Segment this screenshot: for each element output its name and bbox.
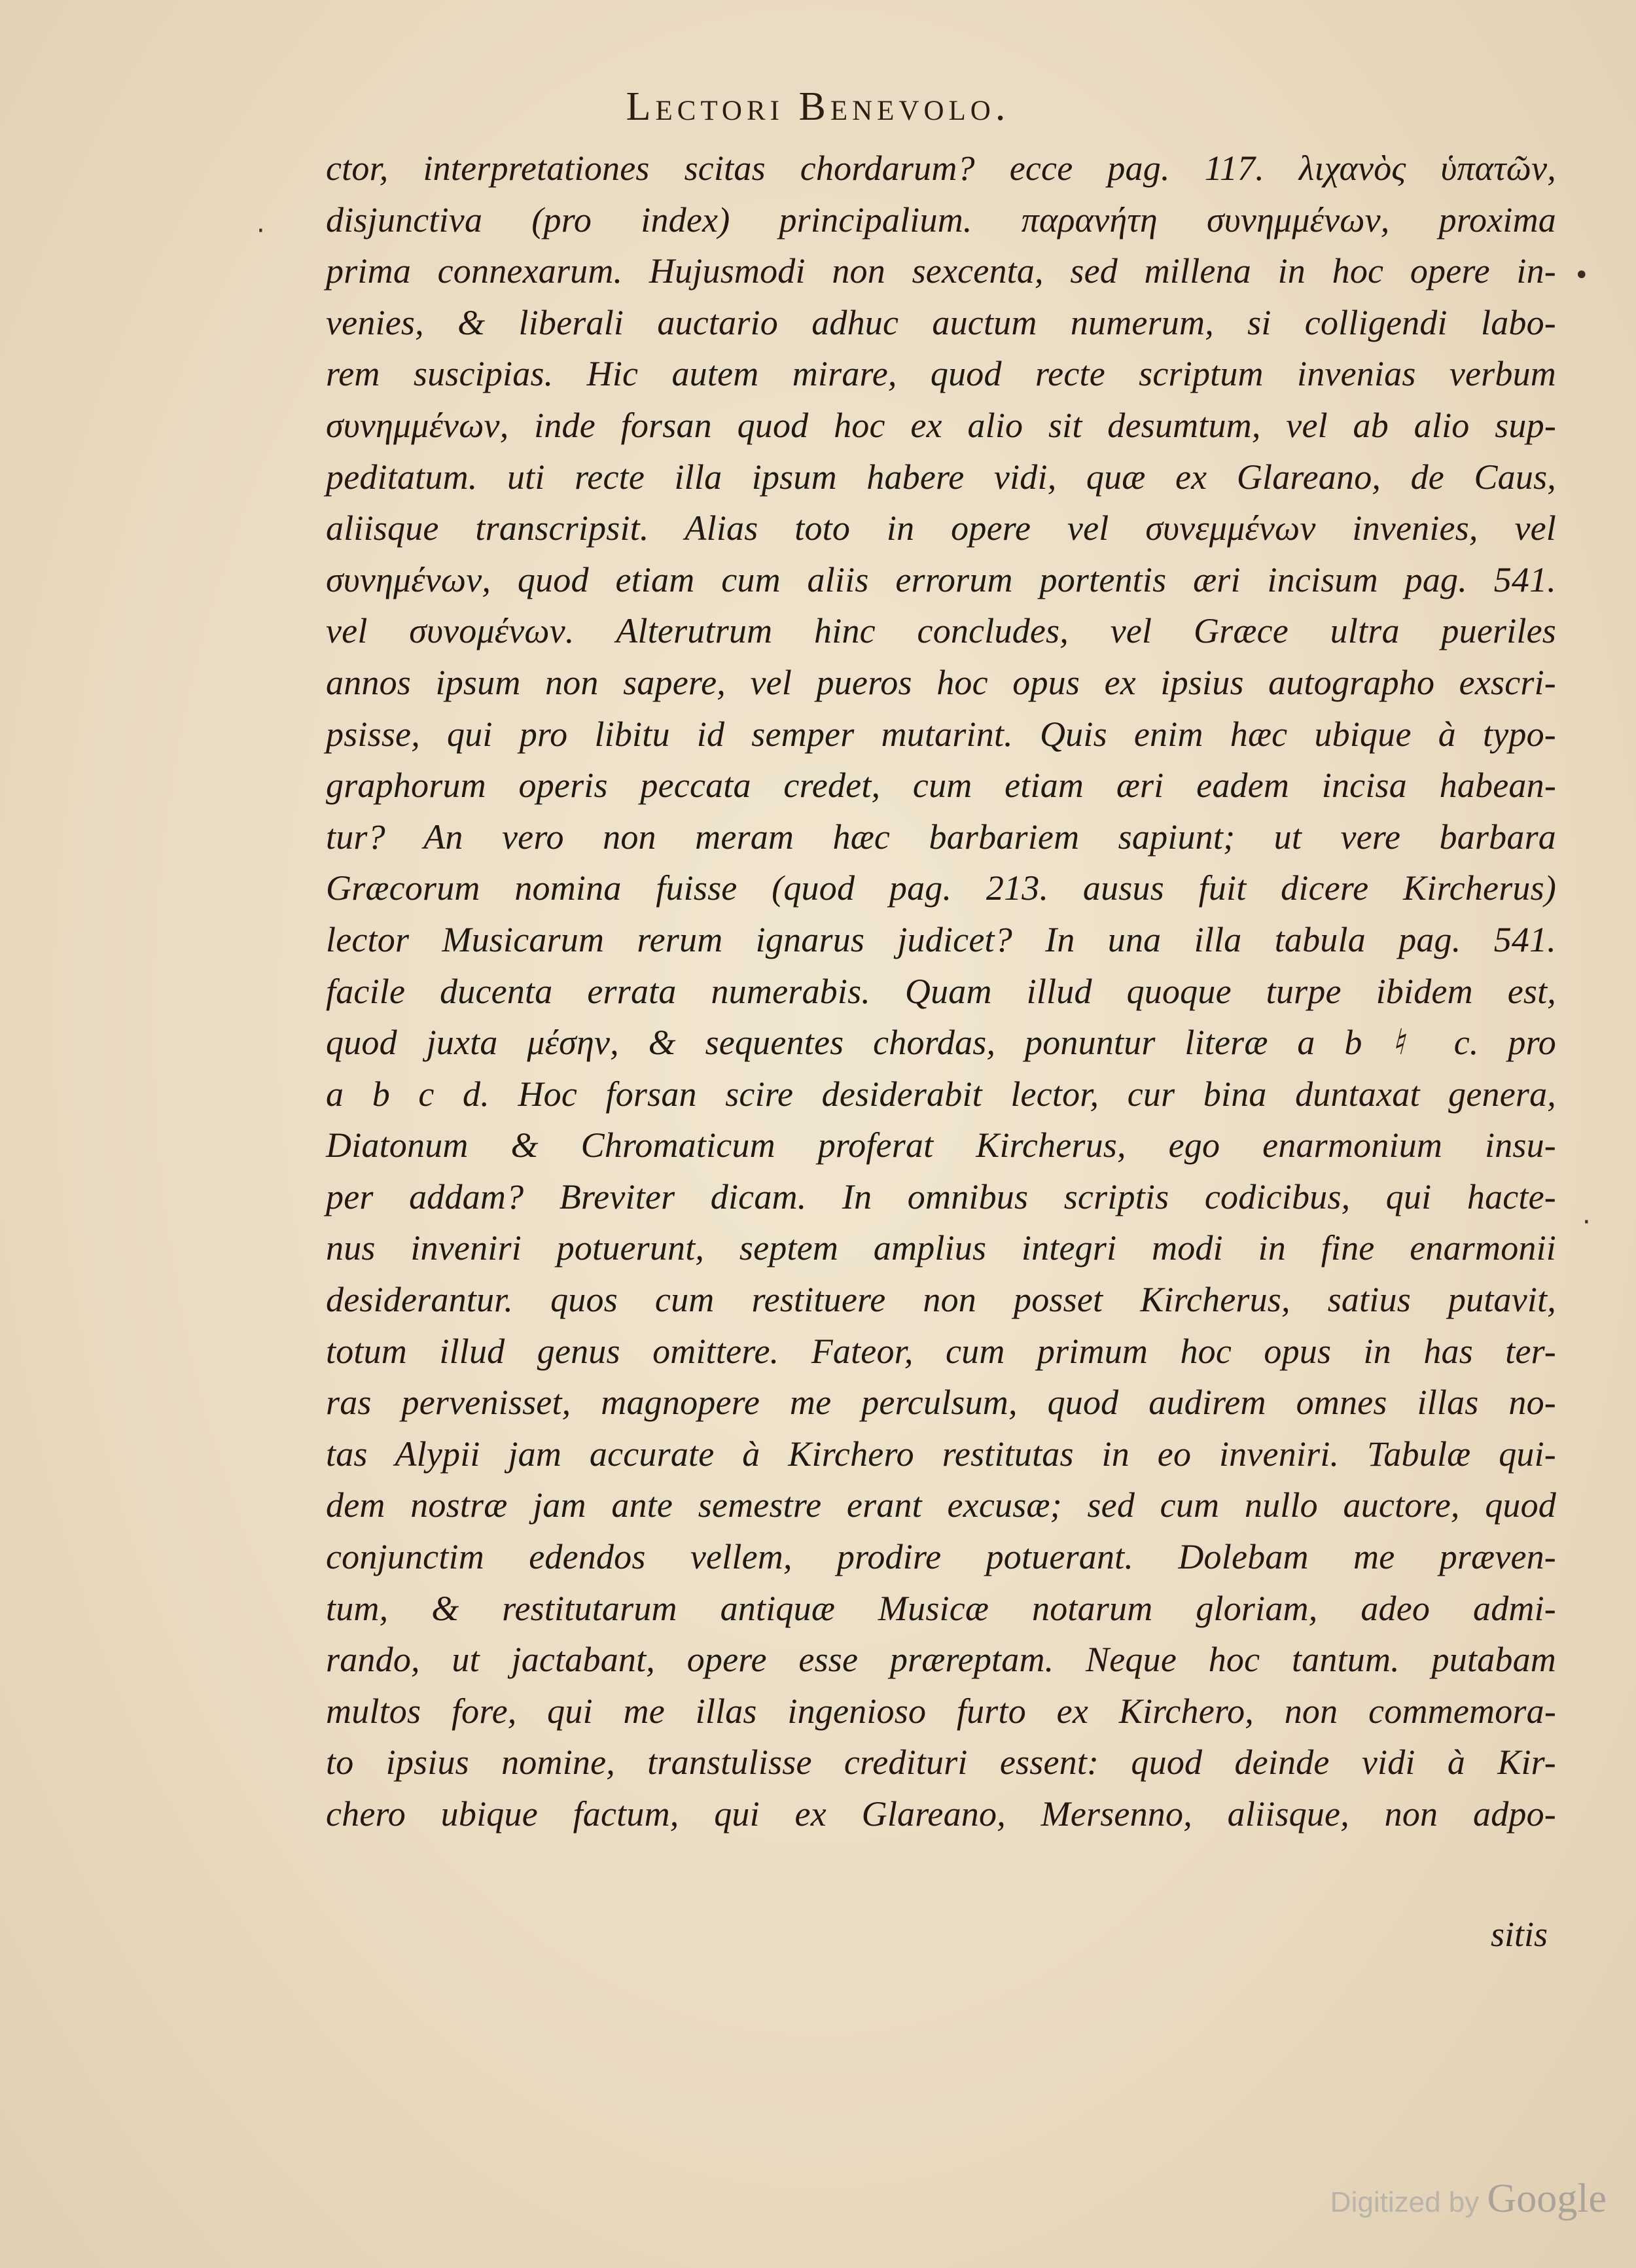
catchword: sitis [1490,1915,1548,1954]
text-line: Græcorum nomina fuisse (quod pag. 213. ausus fuit dicere Kircherus) [326,868,1556,908]
digitized-watermark [1330,2176,1607,2222]
text-line: vel συνομένων. Alterutrum hinc concludes, vel Græce ultra pueriles [326,611,1556,651]
text-line: per addam? Breviter dicam. In omnibus scriptis codicibus, qui hacte- [326,1177,1556,1216]
running-head: Lectori Benevolo. [626,84,1010,129]
text-line: disjunctiva (pro index) principalium. παρανήτη συνημμένων, proxima [326,200,1556,239]
text-line: venies, & liberali auctario adhuc auctum numerum, si colligendi labo- [326,302,1556,342]
text-line: ras pervenisset, magnopere me perculsum, quod audirem omnes illas no- [326,1383,1556,1423]
text-line: conjunctim edendos vellem, prodire potuerant. Dolebam me præven- [326,1537,1556,1577]
margin-mark: • [1574,260,1590,291]
text-line: prima connexarum. Hujusmodi non sexcenta, sed millena in hoc opere in- [326,251,1556,291]
text-line: psisse, qui pro libitu id semper mutarint. Quis enim hæc ubique à typo- [326,714,1556,754]
text-line: annos ipsum non sapere, vel pueros hoc opus ex ipsius autographo exscri- [326,662,1556,702]
text-line: a b c d. Hoc forsan scire desiderabit lector, cur bina duntaxat genera, [326,1074,1556,1114]
margin-mark: · [257,216,265,246]
text-line: dem nostræ jam ante semestre erant excusæ; sed cum nullo auctore, quod [326,1485,1556,1525]
text-line: to ipsius nomine, transtulisse credituri essent: quod deinde vidi à Kir- [326,1743,1556,1782]
google-logo: Google [1487,2176,1607,2221]
margin-mark: · [1582,1207,1591,1237]
text-line: tur? An vero non meram hæc barbariem sapiunt; ut vere barbara [326,817,1556,857]
text-line: tum, & restitutarum antiquæ Musicæ notarum gloriam, adeo admi- [326,1588,1556,1628]
text-line: rem suscipias. Hic autem mirare, quod recte scriptum invenias verbum [326,354,1556,394]
text-line: nus inveniri potuerunt, septem amplius integri modi in fine enarmonii [326,1228,1556,1268]
digitized-label: Digitized by [1330,2186,1480,2218]
text-line: facile ducenta errata numerabis. Quam illud quoque turpe ibidem est, [326,971,1556,1011]
text-line: tas Alypii jam accurate à Kirchero restitutas in eo inveniri. Tabulæ qui- [326,1434,1556,1474]
text-line: multos fore, qui me illas ingenioso furto ex Kirchero, non commemora- [326,1691,1556,1731]
text-line: συνημμένων, inde forsan quod hoc ex alio sit desumtum, vel ab alio sup- [326,405,1556,445]
text-line: quod juxta μέσην, & sequentes chordas, ponuntur literæ a b ♮ c. pro [326,1023,1556,1063]
text-line: peditatum. uti recte illa ipsum habere vidi, quæ ex Glareano, de Caus, [326,457,1556,497]
text-line: Diatonum & Chromaticum proferat Kircherus, ego enarmonium insu- [326,1125,1556,1165]
text-line: aliisque transcripsit. Alias toto in opere vel συνεμμένων invenies, vel [326,508,1556,548]
text-line: desiderantur. quos cum restituere non posset Kircherus, satius putavit, [326,1280,1556,1320]
text-line: graphorum operis peccata credet, cum etiam æri eadem incisa habean- [326,766,1556,806]
text-line: rando, ut jactabant, opere esse præreptam. Neque hoc tantum. putabam [326,1640,1556,1680]
body-text [326,143,1556,1840]
text-line: συνημένων, quod etiam cum aliis errorum portentis æri incisum pag. 541. [326,559,1556,599]
text-line: ctor, interpretationes scitas chordarum? ecce pag. 117. λιχανὸς ὑπατῶν, [326,149,1556,188]
text-line: totum illud genus omittere. Fateor, cum primum hoc opus in has ter- [326,1331,1556,1371]
text-line: lector Musicarum rerum ignarus judicet? In una illa tabula pag. 541. [326,919,1556,959]
text-line: chero ubique factum, qui ex Glareano, Mersenno, aliisque, non adpo- [326,1794,1556,1834]
